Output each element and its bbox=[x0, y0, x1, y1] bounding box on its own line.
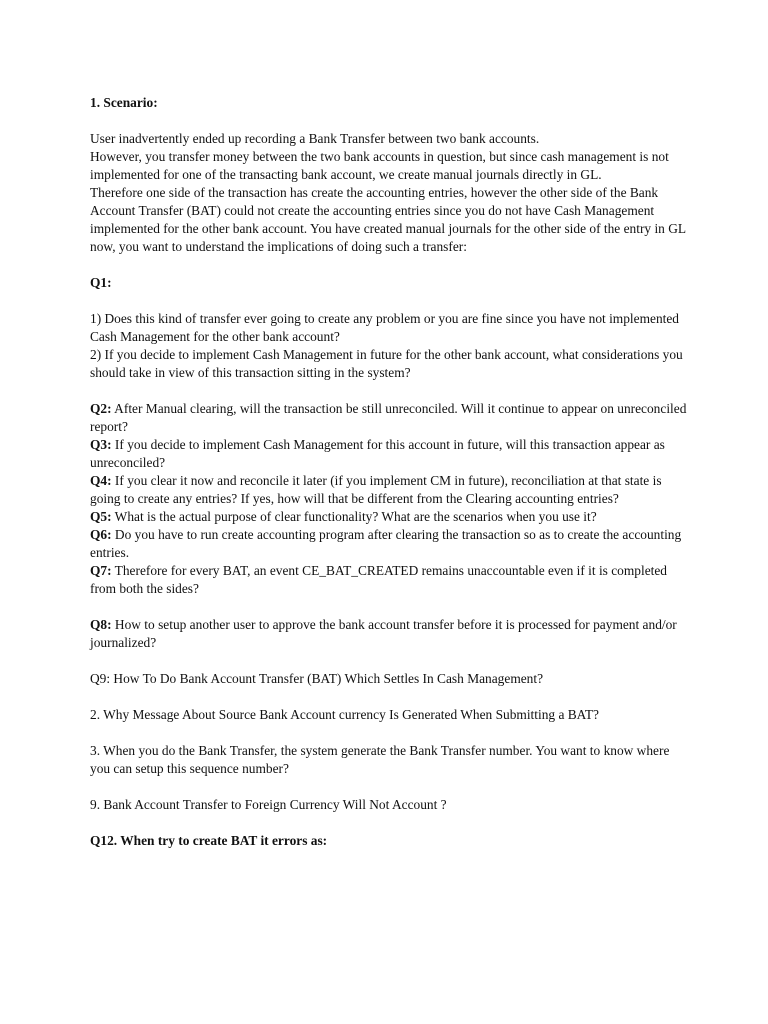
question-text: After Manual clearing, will the transaction be still unreconciled. Will it continue to appear on unreconciled report? bbox=[90, 401, 687, 434]
question-text: How to setup another user to approve the bank account transfer before it is processed for payment and/or journalized? bbox=[90, 617, 677, 650]
question-text: If you clear it now and reconcile it later (if you implement CM in future), reconciliation at that state is going to create any entries? If yes, how will that be different from the Clearing accounting entries? bbox=[90, 473, 662, 506]
question-q5 bbox=[90, 508, 690, 526]
question-text: Do you have to run create accounting program after clearing the transaction so as to create the accounting entries. bbox=[90, 527, 682, 560]
question-text: Therefore for every BAT, an event CE_BAT_CREATED remains unaccountable even if it is completed from both the sides? bbox=[90, 563, 667, 596]
q1-heading: Q1: bbox=[90, 275, 112, 290]
question-label: Q6: bbox=[90, 527, 112, 542]
question-q2 bbox=[90, 400, 690, 436]
section-heading: 1. Scenario: bbox=[90, 95, 158, 110]
question-text: What is the actual purpose of clear functionality? What are the scenarios when you use it? bbox=[111, 509, 597, 524]
question-q9: Q9: How To Do Bank Account Transfer (BAT) Which Settles In Cash Management? bbox=[90, 671, 544, 686]
q1-item-2: 2) If you decide to implement Cash Management in future for the other bank account, what considerations you should take in view of this transaction sitting in the system? bbox=[90, 347, 683, 380]
question-q6 bbox=[90, 526, 690, 562]
scenario-paragraph-2: However, you transfer money between the two bank accounts in question, but since cash management is not implemented for one of the transacting bank account, we create manual journals directly in GL. bbox=[90, 149, 669, 182]
question-q8 bbox=[90, 616, 690, 652]
q1-item-1: 1) Does this kind of transfer ever going to create any problem or you are fine since you have not implemented Cash Management for the other bank account? bbox=[90, 311, 679, 344]
question-label: Q3: bbox=[90, 437, 112, 452]
question-label: Q7: bbox=[90, 563, 112, 578]
item-2: 2. Why Message About Source Bank Account currency Is Generated When Submitting a BAT? bbox=[90, 707, 599, 722]
question-label: Q4: bbox=[90, 473, 112, 488]
q12-heading: Q12. When try to create BAT it errors as: bbox=[90, 833, 328, 848]
scenario-paragraph-1: User inadvertently ended up recording a Bank Transfer between two bank accounts. bbox=[90, 131, 540, 146]
question-label: Q2: bbox=[90, 401, 112, 416]
item-9: 9. Bank Account Transfer to Foreign Currency Will Not Account ? bbox=[90, 797, 447, 812]
question-q7 bbox=[90, 562, 690, 598]
scenario-paragraph-3: Therefore one side of the transaction has create the accounting entries, however the other side of the Bank Account Transfer (BAT) could not create the accounting entries since you do not have Cash Management implemented for the other bank account. You have created manual journals for the other side of the entry in GL now, you want to understand the implications of doing such a transfer: bbox=[90, 185, 686, 254]
question-label: Q5: bbox=[90, 509, 112, 524]
item-3: 3. When you do the Bank Transfer, the system generate the Bank Transfer number. You want to know where you can setup this sequence number? bbox=[90, 743, 670, 776]
question-label: Q8: bbox=[90, 617, 112, 632]
question-q3 bbox=[90, 436, 690, 472]
document-page bbox=[90, 94, 690, 850]
question-text: If you decide to implement Cash Management for this account in future, will this transaction appear as unreconciled? bbox=[90, 437, 665, 470]
question-q4 bbox=[90, 472, 690, 508]
